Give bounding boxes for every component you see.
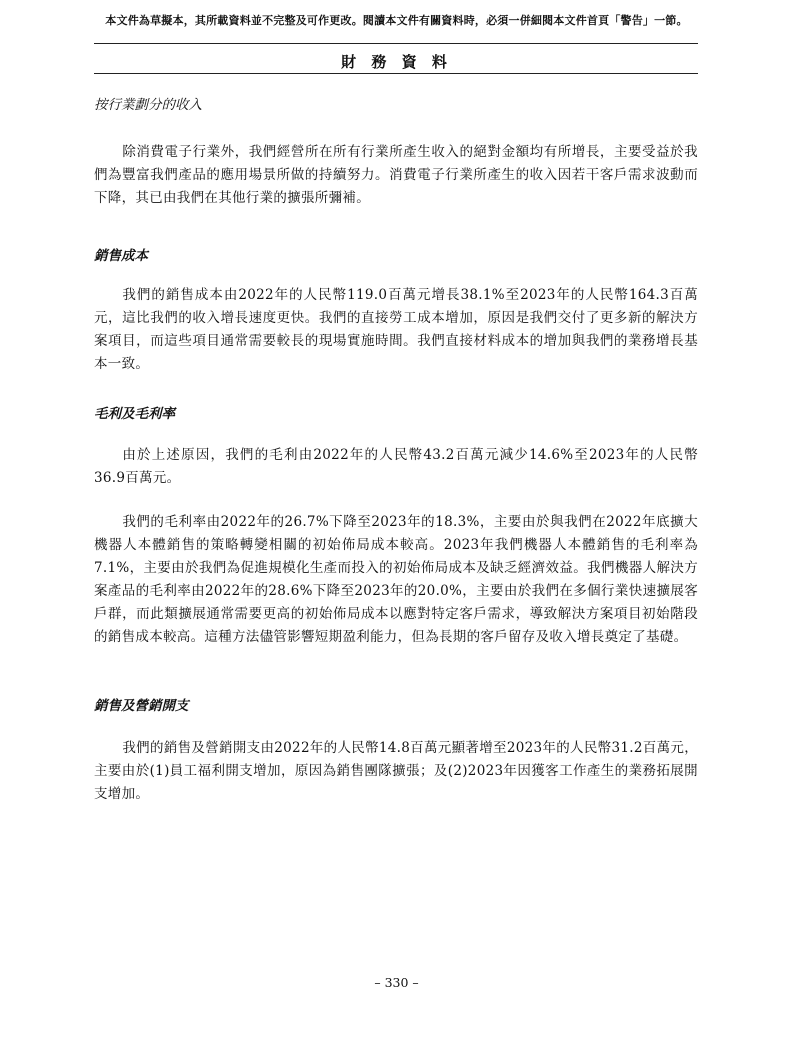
heading-gross-profit: 毛利及毛利率: [94, 406, 175, 422]
heading-cost-of-sales: 銷售成本: [94, 248, 148, 264]
page-number: – 330 –: [374, 975, 419, 990]
paragraph-selling-expenses: 我們的銷售及營銷開支由2022年的人民幣14.8百萬元顯著增至2023年的人民幣31.2百萬元，主要由於(1)員工福利開支增加，原因為銷售團隊擴張；及(2)2023年因獲客工作產生的業務拓展開支增加。: [94, 740, 698, 802]
draft-warning-banner: 本文件為草擬本，其所載資料並不完整及可作更改。閱讀本文件有關資料時，必須一併細閱本文件首頁「警告」一節。: [105, 14, 688, 27]
heading-revenue-by-industry: 按行業劃分的收入: [94, 97, 202, 113]
paragraph-gross-profit-2: 我們的毛利率由2022年的26.7%下降至2023年的18.3%，主要由於與我們在2022年底擴大機器人本體銷售的策略轉變相關的初始佈局成本較高。2023年我們機器人本體銷售的毛利率為7.1%，主要由於我們為促進規模化生產而投入的初始佈局成本及缺乏經濟效益。我們機器人解決方案產品的毛利率由2022年的28.6%下降至2023年的20.0%，主要由於我們在多個行業快速擴展客戶群，而此類擴展通常需要更高的初始佈局成本以應對特定客戶需求，導致解決方案項目初始階段的銷售成本較高。這種方法儘管影響短期盈利能力，但為長期的客戶留存及收入增長奠定了基礎。: [94, 514, 698, 645]
paragraph-cost-of-sales: 我們的銷售成本由2022年的人民幣119.0百萬元增長38.1%至2023年的人民幣164.3百萬元，這比我們的收入增長速度更快。我們的直接勞工成本增加，原因是我們交付了更多新的解決方案項目，而這些項目通常需要較長的現場實施時間。我們直接材料成本的增加與我們的業務增長基本一致。: [94, 287, 698, 372]
section-title: 財 務 資 料: [341, 53, 452, 71]
paragraph-gross-profit-1: 由於上述原因，我們的毛利由2022年的人民幣43.2百萬元減少14.6%至2023年的人民幣36.9百萬元。: [94, 447, 698, 486]
header-rule-top: [94, 43, 698, 44]
heading-selling-expenses: 銷售及營銷開支: [94, 698, 189, 714]
paragraph-revenue-by-industry: 除消費電子行業外，我們經營所在所有行業所產生收入的絕對金額均有所增長，主要受益於我們為豐富我們產品的應用場景所做的持續努力。消費電子行業所產生的收入因若干客戶需求波動而下降，其已由我們在其他行業的擴張所彌補。: [94, 144, 698, 206]
header-rule-bottom: [94, 73, 698, 74]
